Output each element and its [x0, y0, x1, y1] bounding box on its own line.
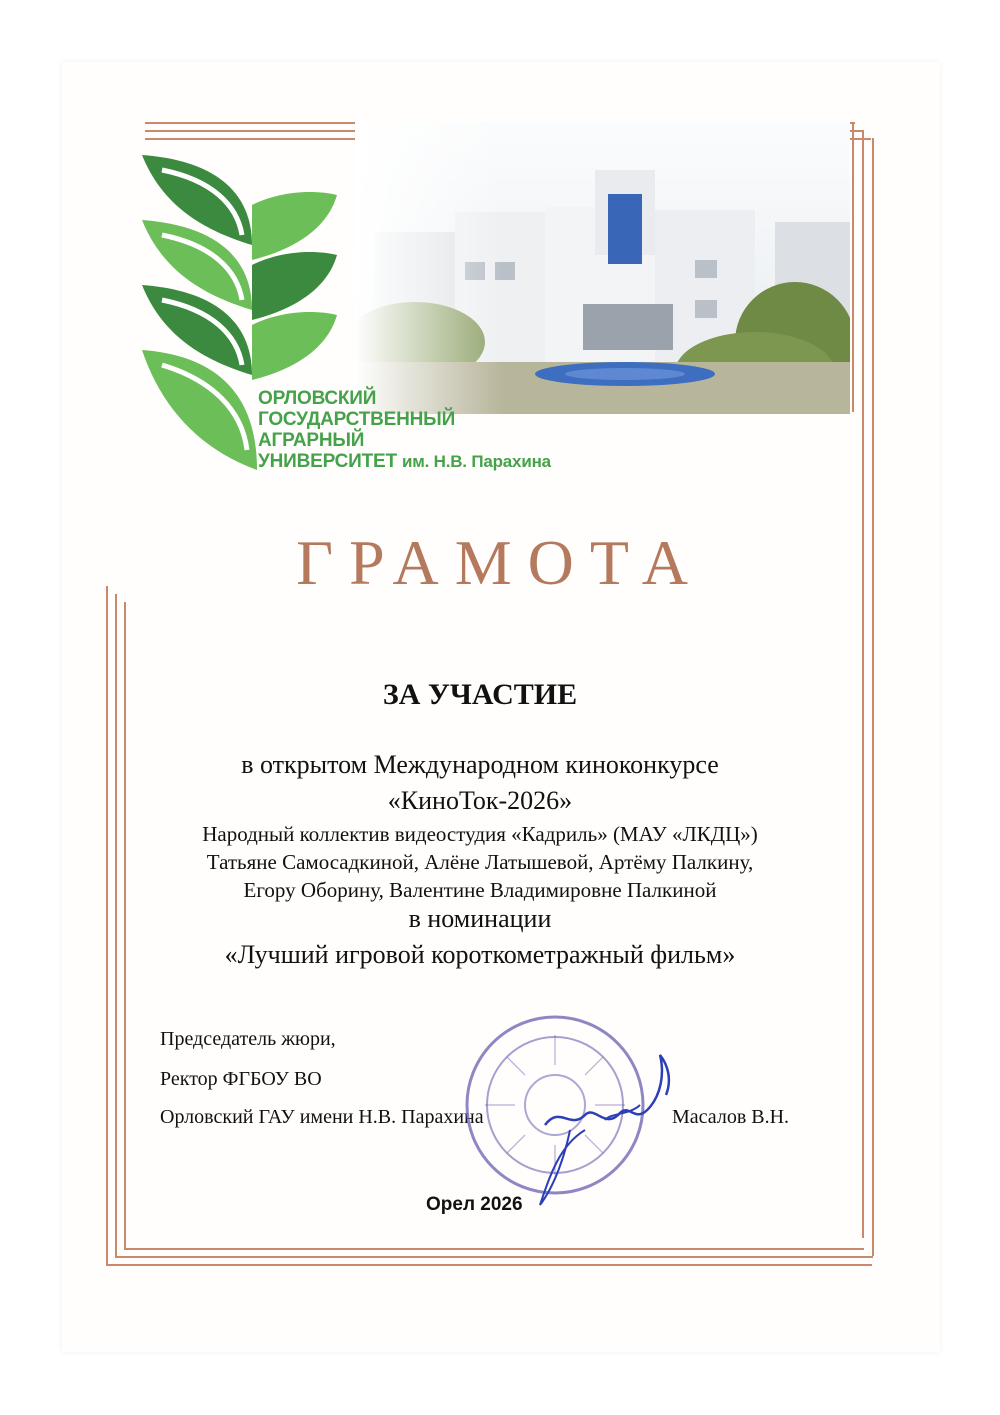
- text-line-7: «Лучший игровой короткометражный фильм»: [224, 940, 736, 969]
- text-line-2: «КиноТок-2026»: [387, 786, 573, 815]
- university-line2: ГОСУДАРСТВЕННЫЙ: [258, 409, 456, 430]
- signatory-role-1: Председатель жюри,: [160, 1028, 336, 1050]
- text-line-5: Егору Оборину, Валентине Владимировне Палкиной: [243, 878, 717, 902]
- place-year: Орел 2026: [426, 1194, 523, 1215]
- text-line-1: в открытом Международном киноконкурсе: [241, 750, 719, 779]
- text-line-6: в номинации: [408, 904, 552, 933]
- university-line1: ОРЛОВСКИЙ: [258, 388, 377, 409]
- university-line4-suffix: им. Н.В. Парахина: [401, 452, 551, 471]
- text-line-4: Татьяне Самосадкиной, Алёне Латышевой, Артёму Палкину,: [206, 850, 754, 874]
- university-line3: АГРАРНЫЙ: [258, 430, 365, 451]
- certificate-title: ГРАМОТА: [296, 527, 704, 598]
- certificate-subtitle: ЗА УЧАСТИЕ: [382, 678, 578, 711]
- text-line-3: Народный коллектив видеостудия «Кадриль» (МАУ «ЛКДЦ»): [202, 822, 758, 846]
- signatory-role-3: Орловский ГАУ имени Н.В. Парахина: [160, 1106, 484, 1128]
- handwritten-signature: [510, 1035, 690, 1215]
- university-line4: УНИВЕРСИТЕТ: [258, 451, 397, 472]
- university-name: [258, 388, 551, 472]
- signatory-role-2: Ректор ФГБОУ ВО: [160, 1068, 322, 1090]
- university-building-photo: [355, 122, 850, 414]
- signatory-name: Масалов В.Н.: [672, 1106, 790, 1128]
